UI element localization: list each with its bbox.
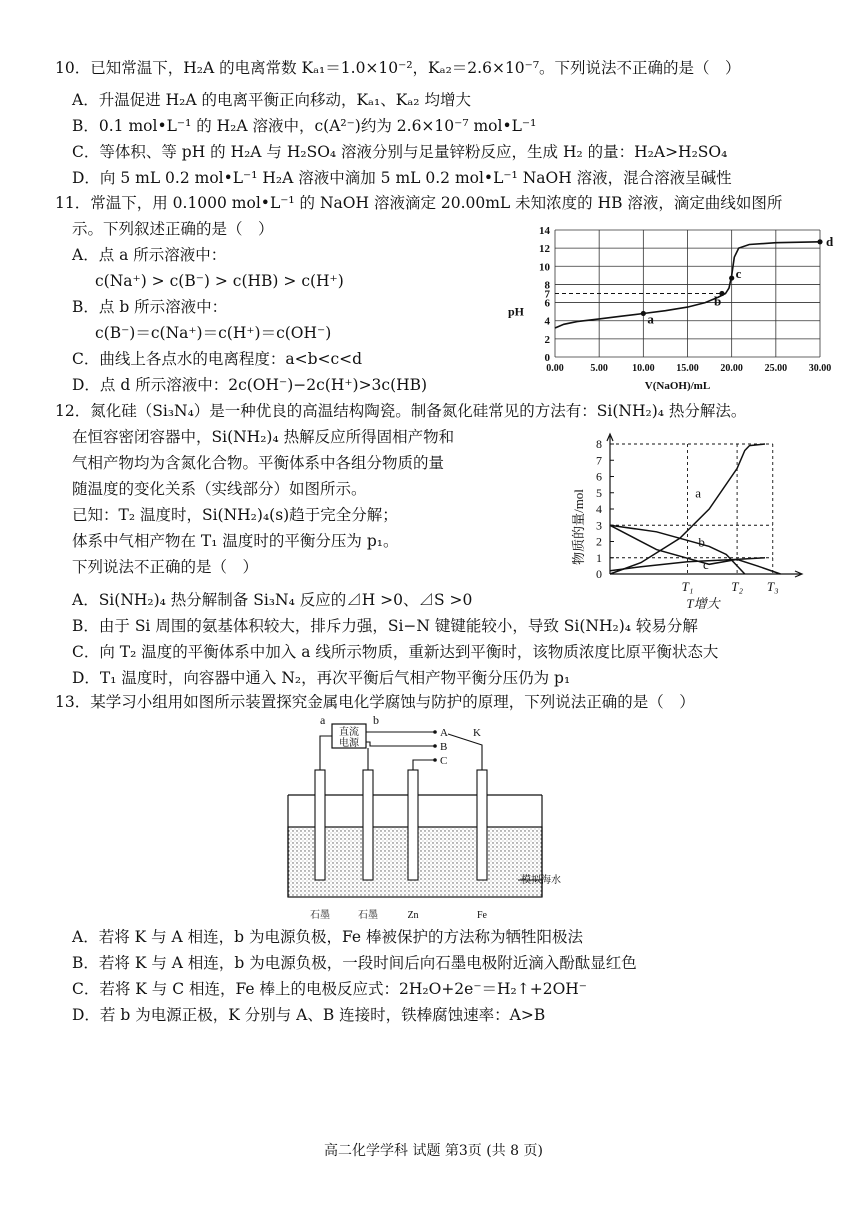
q12-option-a[interactable]: A．Si(NH₂)₄ 热分解制备 Si₃N₄ 反应的⊿H >0、⊿S >0 — [72, 591, 473, 609]
q12-option-b[interactable]: B．由于 Si 周围的氨基体积较大，排斥力强，Si−N 键键能较小，导致 Si(NH₂)₄ 较易分解 — [72, 617, 698, 635]
q13-option-d[interactable]: D．若 b 为电源正极，K 分别与 A、B 连接时，铁棒腐蚀速率：A>B — [72, 1006, 546, 1024]
q12-stem-line7: 下列说法不正确的是（ ） — [72, 558, 259, 576]
y-tick-label: 12 — [539, 243, 550, 256]
point-label-d: d — [826, 233, 834, 249]
q12-stem-line5: 已知：T₂ 温度时，Si(NH₂)₄(s)趋于完全分解； — [72, 506, 398, 524]
q12-stem-line3: 气相产物均为含氮化合物。平衡体系中各组分物质的量 — [72, 454, 445, 472]
q12-stem-line6: 体系中气相产物在 T₁ 温度时的平衡分压为 p₁。 — [72, 532, 399, 550]
x-tick-label: 15.00 — [676, 363, 699, 374]
q11-option-b-expr: c(B⁻)＝c(Na⁺)＝c(H⁺)＝c(OH⁻) — [95, 324, 332, 342]
q12-option-d[interactable]: D．T₁ 温度时，向容器中通入 N₂，再次平衡后气相产物平衡分压仍为 p₁ — [72, 669, 571, 687]
series-label-c: c — [703, 557, 709, 573]
series-label-b: b — [698, 534, 705, 550]
q10-option-a[interactable]: A．升温促进 H₂A 的电离平衡正向移动，Kₐ₁、Kₐ₂ 均增大 — [72, 91, 471, 109]
terminal-b-label: b — [373, 713, 379, 727]
y-tick-label: 8 — [596, 437, 602, 451]
q11-option-b[interactable]: B．点 b 所示溶液中： — [72, 298, 228, 316]
contact-a[interactable] — [433, 730, 437, 734]
page-footer: 高二化学学科 试题 第3页 (共 8 页) — [324, 1143, 543, 1159]
point-a — [641, 311, 646, 316]
y-tick-label: 10 — [539, 261, 550, 274]
zinc-electrode — [408, 770, 418, 880]
y-tick-label: 8 — [544, 279, 550, 292]
seawater-label: 模拟海水 — [521, 875, 561, 886]
q11-option-a-expr: c(Na⁺) > c(B⁻) > c(HB) > c(H⁺) — [95, 272, 344, 290]
iron-label: Fe — [477, 910, 487, 921]
y-tick-label: 14 — [539, 225, 550, 237]
x-tick-label: 20.00 — [720, 363, 743, 374]
q12-stem-line1: 12．氮化硅（Si₃N₄）是一种优良的高温结构陶瓷。制备氮化硅常见的方法有：Si(NH₂)₄ 热分解法。 — [55, 402, 747, 420]
q13-option-c[interactable]: C．若将 K 与 C 相连，Fe 棒上的电极反应式：2H₂O+2e⁻＝H₂↑+2OH⁻ — [72, 980, 587, 998]
q10-stem: 10．已知常温下，H₂A 的电离常数 Kₐ₁＝1.0×10⁻²，Kₐ₂＝2.6×10⁻⁷。下列说法不正确的是（ ） — [55, 59, 741, 77]
switch-k-label: K — [473, 727, 481, 739]
x-tick-label: 10.00 — [632, 363, 655, 374]
y-tick-label: 6 — [596, 469, 602, 484]
x-axis-label: V(NaOH)/mL — [644, 380, 711, 392]
point-d — [817, 239, 822, 244]
q10-option-d[interactable]: D．向 5 mL 0.2 mol•L⁻¹ H₂A 溶液中滴加 5 mL 0.2 mol•L⁻¹ NaOH 溶液，混合溶液呈碱性 — [72, 169, 732, 187]
contact-b[interactable] — [433, 744, 437, 748]
iron-electrode — [477, 770, 487, 880]
y-tick-label: 7 — [544, 288, 550, 301]
y-axis-label: 物质的量/mol — [571, 489, 586, 565]
point-label-a: a — [647, 311, 654, 327]
q12-option-c[interactable]: C．向 T₂ 温度的平衡体系中加入 a 线所示物质，重新达到平衡时，该物质浓度比原平衡状态大 — [72, 643, 719, 661]
q10-option-c[interactable]: C．等体积、等 pH 的 H₂A 与 H₂SO₄ 溶液分别与足量锌粉反应，生成 H₂ 的量：H₂A>H₂SO₄ — [72, 143, 728, 161]
switch-k[interactable] — [448, 734, 482, 770]
amount-vs-temperature-chart — [565, 432, 820, 612]
y-tick-label: 4 — [596, 502, 602, 516]
point-label-c: c — [735, 266, 742, 282]
y-tick-label: 0 — [596, 567, 602, 581]
point-label-b: b — [713, 293, 722, 309]
q11-stem-line2: 示。下列叙述正确的是（ ） — [72, 220, 274, 238]
q11-option-a[interactable]: A．点 a 所示溶液中： — [72, 246, 227, 264]
contact-b-label: B — [440, 741, 448, 753]
y-tick-label: 0 — [544, 352, 550, 364]
series-curve-unlabeled — [610, 559, 781, 574]
power-label-line2: 电源 — [339, 738, 359, 749]
x-tick-label: T₃ — [766, 579, 779, 594]
q11-option-d[interactable]: D．点 d 所示溶液中：2c(OH⁻)−2c(H⁺)>3c(HB) — [72, 376, 428, 394]
titration-curve-chart — [500, 222, 834, 397]
y-tick-label: 1 — [596, 550, 602, 565]
graphite-electrode-1 — [315, 770, 325, 880]
y-tick-label: 4 — [544, 315, 550, 328]
graphite-label-1: 石墨 — [310, 910, 330, 921]
q12-stem-line2: 在恒容密闭容器中，Si(NH₂)₄ 热解反应所得固相产物和 — [72, 428, 455, 446]
x-tick-label: 30.00 — [808, 363, 832, 374]
x-tick-label: T₁ — [681, 579, 694, 594]
y-tick-label: 7 — [596, 453, 602, 468]
graphite-label-2: 石墨 — [358, 910, 378, 921]
power-label-line1: 直流 — [339, 727, 359, 738]
point-c — [729, 275, 734, 280]
contact-c-label: C — [440, 755, 448, 767]
terminal-a-label: a — [320, 713, 326, 727]
y-tick-label: 5 — [596, 485, 602, 500]
q13-stem: 13．某学习小组用如图所示装置探究金属电化学腐蚀与防护的原理，下列说法正确的是（ ） — [55, 693, 695, 711]
y-axis-label: pH — [508, 304, 525, 319]
graphite-electrode-2 — [363, 770, 373, 880]
x-tick-label: T₂ — [731, 579, 743, 594]
q11-stem-line1: 11．常温下，用 0.1000 mol•L⁻¹ 的 NaOH 溶液滴定 20.00mL 未知浓度的 HB 溶液，滴定曲线如图所 — [55, 194, 783, 212]
x-tick-label: 25.00 — [764, 363, 788, 374]
series-label-a: a — [695, 485, 702, 501]
q12-stem-line4: 随温度的变化关系（实线部分）如图所示。 — [72, 480, 367, 498]
x-tick-label: 5.00 — [590, 363, 608, 374]
electrochemistry-apparatus — [280, 710, 580, 925]
q13-option-b[interactable]: B．若将 K 与 A 相连，b 为电源负极，一段时间后向石墨电极附近滴入酚酞显红色 — [72, 954, 637, 972]
y-tick-label: 3 — [596, 518, 602, 533]
y-tick-label: 2 — [596, 534, 602, 549]
contact-c[interactable] — [433, 758, 437, 762]
x-tick-label: 0.00 — [546, 363, 564, 374]
q11-option-c[interactable]: C．曲线上各点水的电离程度：a<b<c<d — [72, 350, 363, 368]
contact-a-label: A — [440, 727, 448, 739]
q13-option-a[interactable]: A．若将 K 与 A 相连，b 为电源负极，Fe 棒被保护的方法称为牺牲阳极法 — [72, 928, 584, 946]
y-tick-label: 2 — [544, 333, 550, 346]
x-axis-label: T增大 — [686, 596, 720, 611]
y-tick-label: 6 — [544, 297, 550, 310]
q10-option-b[interactable]: B．0.1 mol•L⁻¹ 的 H₂A 溶液中，c(A²⁻)约为 2.6×10⁻⁷ mol•L⁻¹ — [72, 117, 537, 135]
zinc-label: Zn — [407, 910, 419, 921]
